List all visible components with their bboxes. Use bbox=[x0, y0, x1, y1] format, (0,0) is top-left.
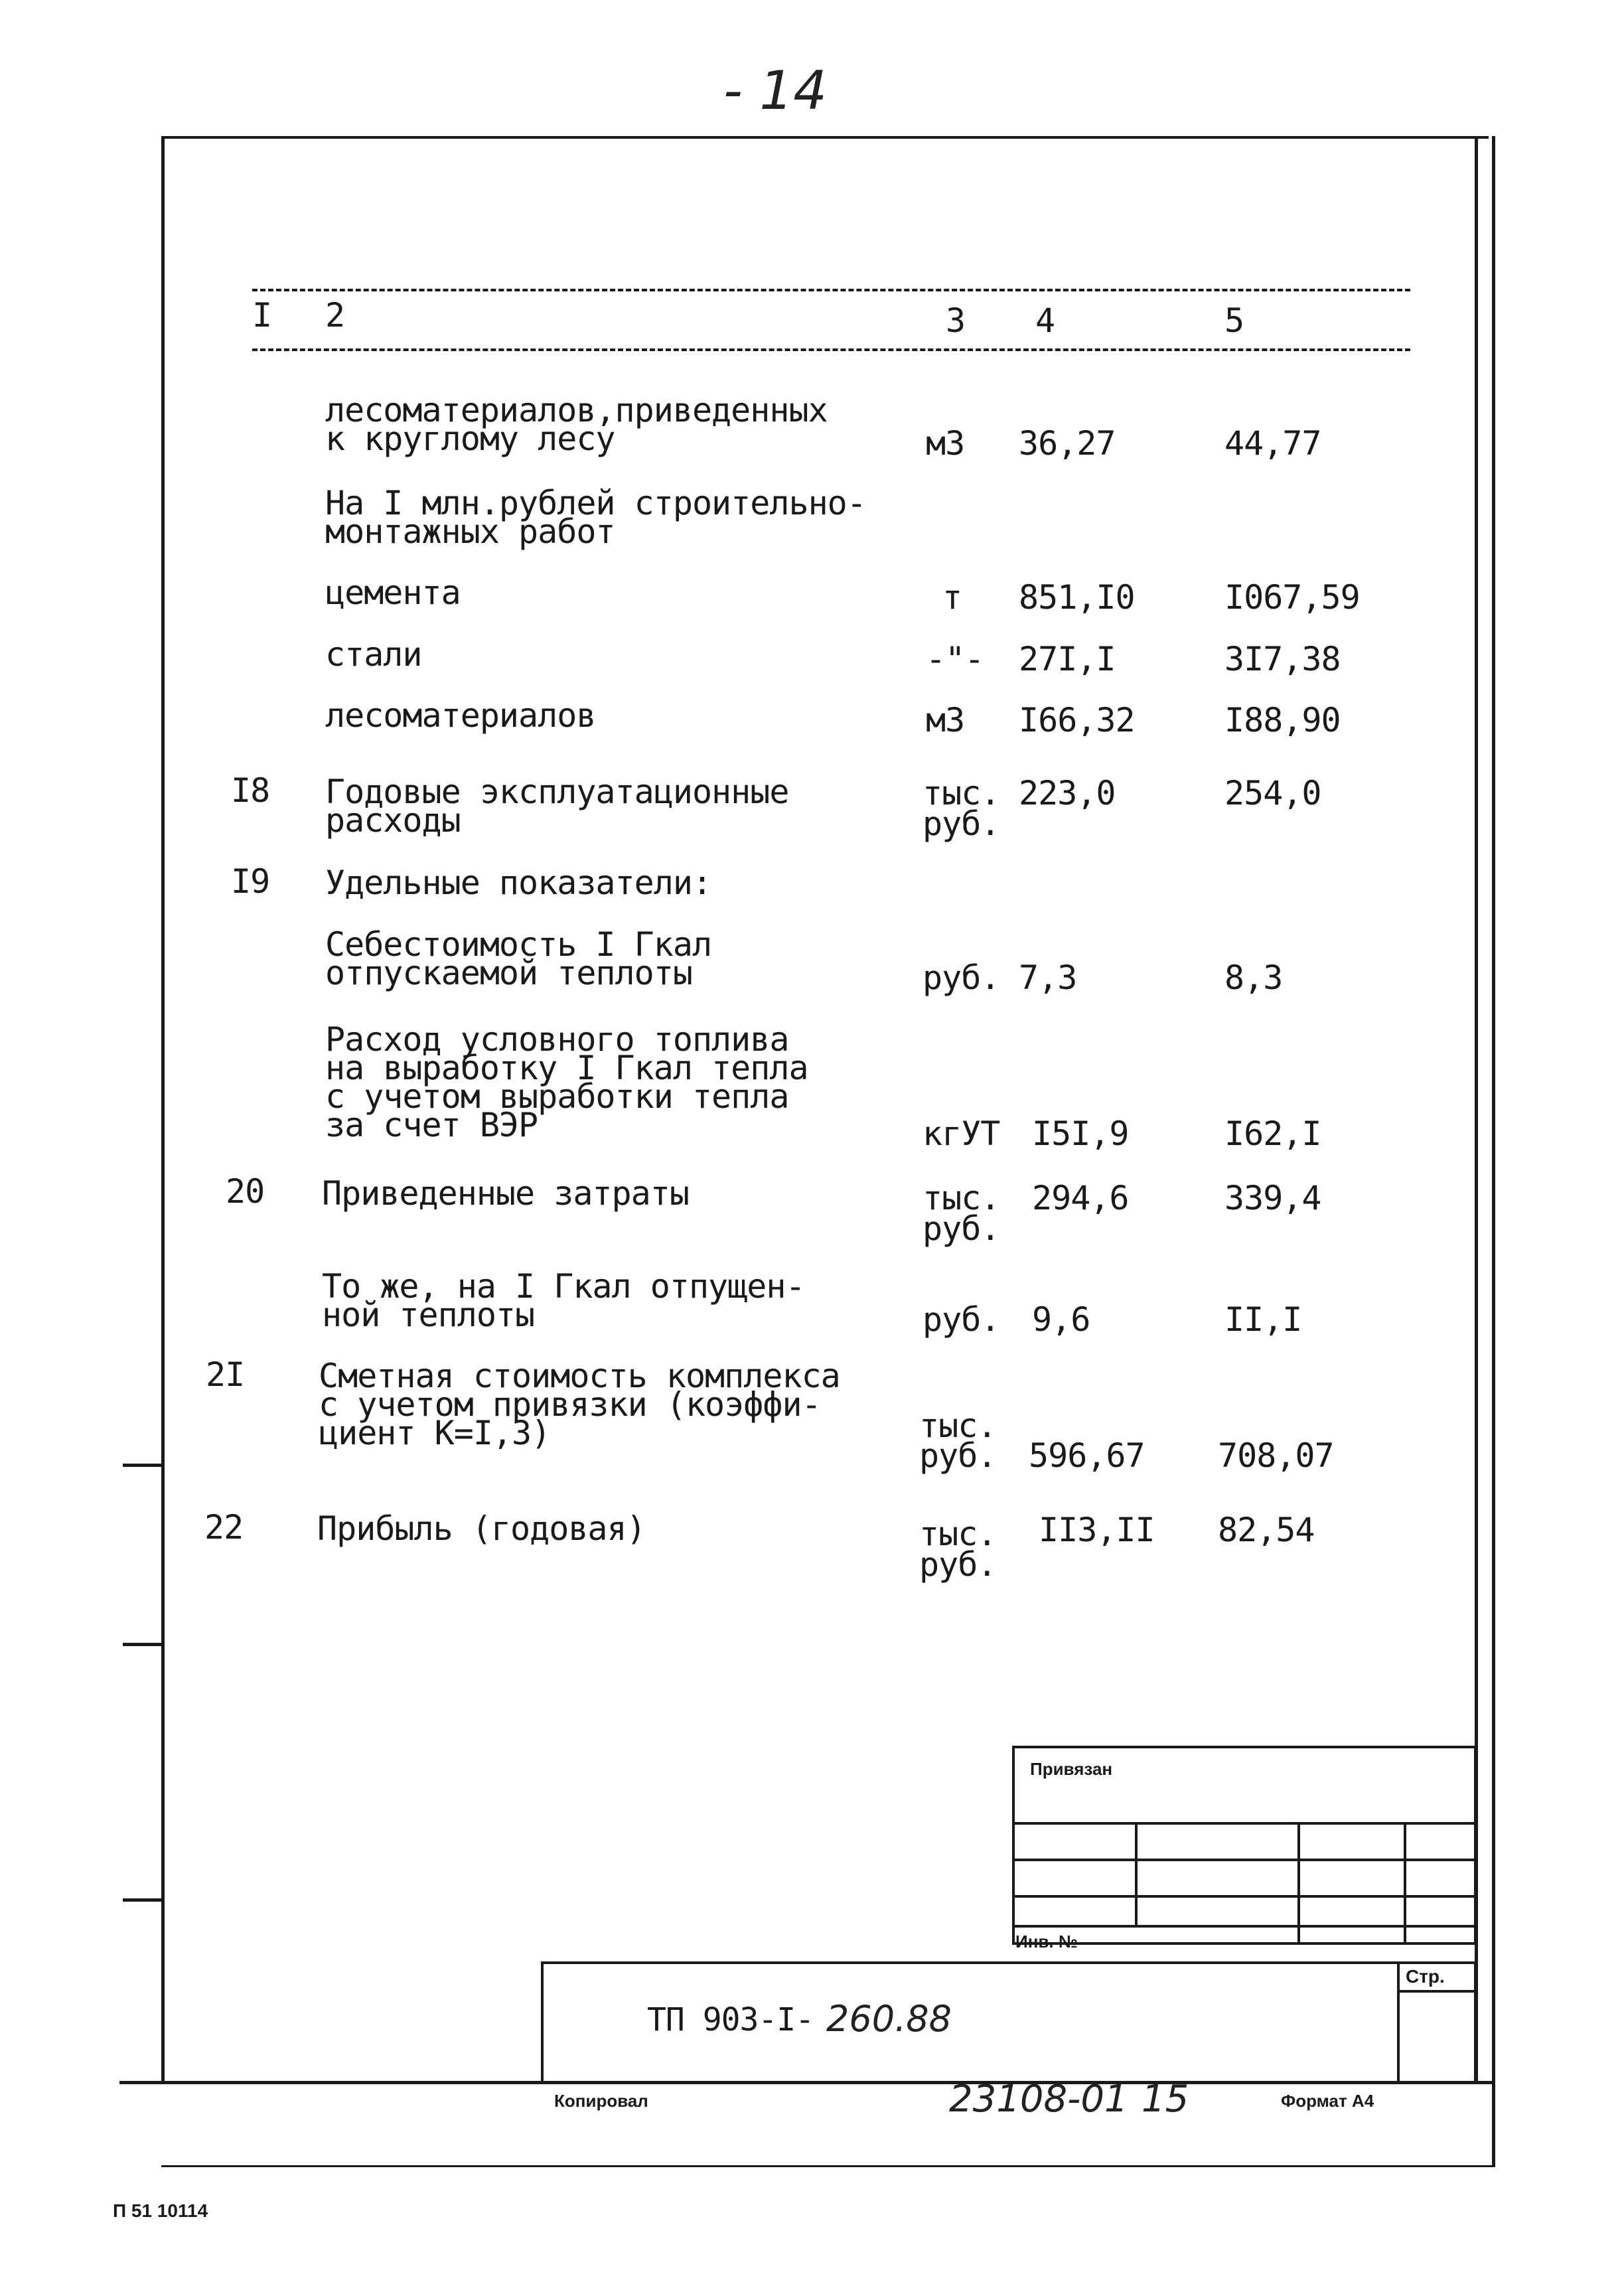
row-unit: тыс. bbox=[923, 774, 1000, 812]
row-unit: тыс. bbox=[923, 1179, 1000, 1217]
row-desc: отпускаемой теплоты bbox=[325, 954, 692, 992]
row-unit: -"- bbox=[926, 640, 984, 678]
row-unit: руб. bbox=[923, 958, 1000, 997]
row-desc: к круглому лесу bbox=[325, 419, 615, 458]
row-desc: циент К=I,3) bbox=[319, 1414, 551, 1452]
row-value-5: 8,3 bbox=[1224, 958, 1283, 997]
col-header-1: I bbox=[252, 296, 272, 335]
row-desc: цемента bbox=[325, 573, 461, 612]
row-value-4: 294,6 bbox=[1032, 1179, 1129, 1217]
stamp-grid-line bbox=[1135, 1822, 1138, 1925]
row-desc: На I млн.рублей строительно- bbox=[325, 484, 866, 522]
stamp-grid-line bbox=[1012, 1925, 1477, 1928]
row-desc: монтажных работ bbox=[325, 512, 615, 551]
row-desc: То же, на I Гкал отпущен- bbox=[322, 1267, 805, 1306]
row-unit: руб. bbox=[923, 1209, 1000, 1248]
row-unit: м3 bbox=[926, 701, 965, 739]
margin-tick bbox=[123, 1643, 163, 1646]
frame-right-outer bbox=[1492, 136, 1495, 2167]
stamp-grid-line bbox=[1012, 1822, 1477, 1825]
stamp-page-label: Стр. bbox=[1406, 1966, 1445, 1987]
row-unit: кгУТ bbox=[923, 1114, 1000, 1153]
row-desc: расходы bbox=[325, 801, 461, 840]
row-value-4: II3,II bbox=[1039, 1511, 1155, 1549]
footer-kopiroval: Копировал bbox=[554, 2091, 648, 2111]
row-desc: Удельные показатели: bbox=[325, 864, 712, 902]
row-value-5: 44,77 bbox=[1224, 424, 1321, 463]
stamp-grid-line bbox=[1012, 1895, 1477, 1898]
row-value-4: 596,67 bbox=[1029, 1436, 1145, 1475]
row-value-4: 223,0 bbox=[1019, 774, 1116, 812]
row-value-5: 708,07 bbox=[1218, 1436, 1334, 1475]
footer-bottom-code: П 51 10114 bbox=[113, 2200, 208, 2221]
footer-page: 15 bbox=[1142, 2078, 1189, 2121]
col-header-2: 2 bbox=[325, 296, 345, 335]
frame-bottom-outer bbox=[161, 2165, 1495, 2167]
frame-left bbox=[161, 136, 165, 2084]
row-value-4: 27I,I bbox=[1019, 640, 1116, 678]
stamp-grid-line bbox=[1297, 1822, 1300, 1945]
row-number: 2I bbox=[206, 1355, 245, 1394]
row-value-5: 82,54 bbox=[1218, 1511, 1315, 1549]
row-value-4: I5I,9 bbox=[1032, 1114, 1129, 1153]
row-desc: с учетом выработки тепла bbox=[325, 1077, 789, 1116]
stamp-grid-line bbox=[1397, 1990, 1477, 1993]
document-code: ТП 903-I- bbox=[647, 2001, 814, 2038]
row-value-5: I88,90 bbox=[1224, 701, 1341, 739]
stamp-privyazan-label: Привязан bbox=[1030, 1759, 1113, 1779]
stamp-inv-label: Инв. № bbox=[1015, 1932, 1078, 1951]
row-number: 20 bbox=[226, 1172, 265, 1211]
row-desc: Расход условного топлива bbox=[325, 1020, 789, 1059]
row-value-4: 7,3 bbox=[1019, 958, 1077, 997]
margin-tick bbox=[123, 1898, 163, 1902]
row-desc: Себестоимость I Гкал bbox=[325, 925, 712, 964]
row-unit: руб. bbox=[919, 1436, 997, 1475]
row-desc: Приведенные затраты bbox=[322, 1174, 689, 1213]
row-value-4: 851,I0 bbox=[1019, 578, 1135, 617]
document-code-number: 260.88 bbox=[826, 1998, 952, 2040]
row-desc: Годовые эксплуатационные bbox=[325, 773, 789, 811]
row-value-5: I62,I bbox=[1224, 1114, 1321, 1153]
stamp-grid-line bbox=[1397, 1961, 1400, 2084]
row-desc: лесоматериалов bbox=[325, 696, 596, 735]
header-rule-bottom bbox=[252, 348, 1410, 351]
col-header-4: 4 bbox=[1035, 301, 1055, 340]
row-desc: Прибыль (годовая) bbox=[317, 1509, 646, 1548]
row-desc: на выработку I Гкал тепла bbox=[325, 1049, 808, 1087]
row-number: 22 bbox=[204, 1508, 244, 1547]
row-unit: руб. bbox=[923, 1300, 1000, 1339]
row-value-4: 9,6 bbox=[1032, 1300, 1090, 1339]
row-value-5: II,I bbox=[1224, 1300, 1302, 1339]
row-desc: за счет ВЭР bbox=[325, 1106, 538, 1144]
col-header-3: 3 bbox=[946, 301, 966, 340]
row-number: I8 bbox=[231, 771, 270, 810]
row-unit: руб. bbox=[923, 804, 1000, 843]
row-desc: ной теплоты bbox=[322, 1296, 535, 1334]
row-unit: тыс. bbox=[919, 1407, 997, 1445]
row-desc: с учетом привязки (коэффи- bbox=[319, 1385, 821, 1424]
row-unit: тыс. bbox=[919, 1515, 997, 1553]
row-value-5: 3I7,38 bbox=[1224, 640, 1341, 678]
row-desc: стали bbox=[325, 635, 422, 674]
margin-tick bbox=[123, 1464, 163, 1467]
row-value-5: I067,59 bbox=[1224, 578, 1360, 617]
stamp-grid-line bbox=[1404, 1822, 1406, 1945]
row-value-5: 339,4 bbox=[1224, 1179, 1321, 1217]
footer-format: Формат А4 bbox=[1281, 2091, 1374, 2111]
frame-top bbox=[161, 136, 1489, 139]
row-number: I9 bbox=[231, 862, 270, 901]
row-unit: т bbox=[942, 578, 962, 617]
row-value-5: 254,0 bbox=[1224, 774, 1321, 812]
row-value-4: I66,32 bbox=[1019, 701, 1135, 739]
page-mark: - 14 bbox=[723, 60, 828, 121]
header-rule-top bbox=[252, 289, 1410, 291]
footer-number: 23108-01 bbox=[949, 2078, 1128, 2121]
row-unit: руб. bbox=[919, 1545, 997, 1584]
row-desc: лесоматериалов,приведенных bbox=[325, 391, 828, 429]
row-value-4: 36,27 bbox=[1019, 424, 1116, 463]
stamp-grid-line bbox=[1012, 1859, 1477, 1861]
col-header-5: 5 bbox=[1224, 301, 1244, 340]
row-unit: м3 bbox=[926, 424, 965, 463]
row-desc: Сметная стоимость комплекса bbox=[319, 1357, 840, 1395]
